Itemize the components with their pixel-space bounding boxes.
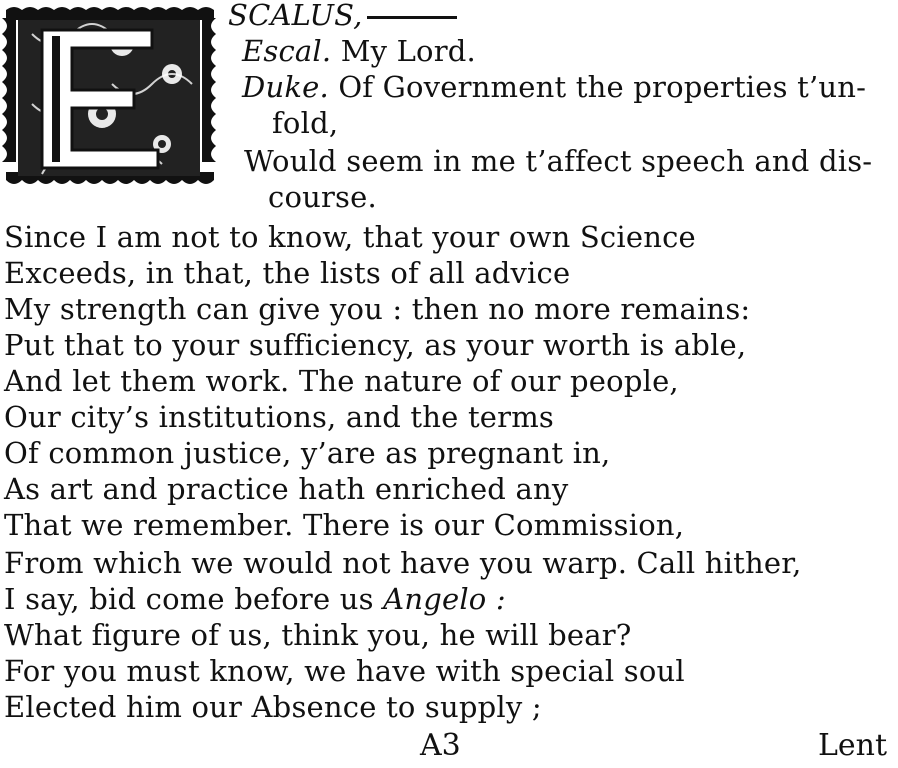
line-16: [4, 582, 506, 616]
line-escal-text: My Lord.: [340, 34, 476, 68]
line-13: As art and practice hath enriched any: [4, 472, 569, 506]
line-18: For you must know, we have with special soul: [4, 654, 685, 688]
line-duke: [242, 70, 866, 104]
ornamental-initial-e-icon: [2, 4, 216, 192]
line-15: From which we would not have you warp. Call hither,: [4, 546, 802, 580]
speaker-heading-escalus: [228, 0, 457, 32]
line-duke-continued: fold,: [272, 106, 339, 140]
escalus-name: SCALUS,: [228, 0, 363, 32]
catchword: Lent: [818, 728, 888, 763]
line-5: course.: [268, 180, 377, 214]
heading-rule: [367, 16, 457, 19]
line-11: Our city’s institutions, and the terms: [4, 400, 555, 434]
name-angelo: Angelo :: [383, 582, 506, 616]
speaker-duke: Duke.: [242, 70, 329, 104]
line-12: Of common justice, y’are as pregnant in,: [4, 436, 611, 470]
line-17: What figure of us, think you, he will bear?: [4, 618, 632, 652]
line-8: My strength can give you : then no more remains:: [4, 292, 751, 326]
line-escal: [242, 34, 476, 68]
line-14: That we remember. There is our Commission,: [4, 508, 685, 542]
line-7: Exceeds, in that, the lists of all advice: [4, 256, 571, 290]
line-19: Elected him our Absence to supply ;: [4, 690, 542, 724]
line-6: Since I am not to know, that your own Science: [4, 220, 696, 254]
line-9: Put that to your sufficiency, as your worth is able,: [4, 328, 747, 362]
line-4: Would seem in me t’affect speech and dis-: [244, 144, 873, 178]
speaker-escal: Escal.: [242, 34, 332, 68]
line-duke-text: Of Government the properties t’un-: [338, 70, 867, 104]
signature-mark: A3: [420, 728, 461, 763]
line-10: And let them work. The nature of our people,: [4, 364, 679, 398]
line-16-text: I say, bid come before us: [4, 582, 374, 616]
